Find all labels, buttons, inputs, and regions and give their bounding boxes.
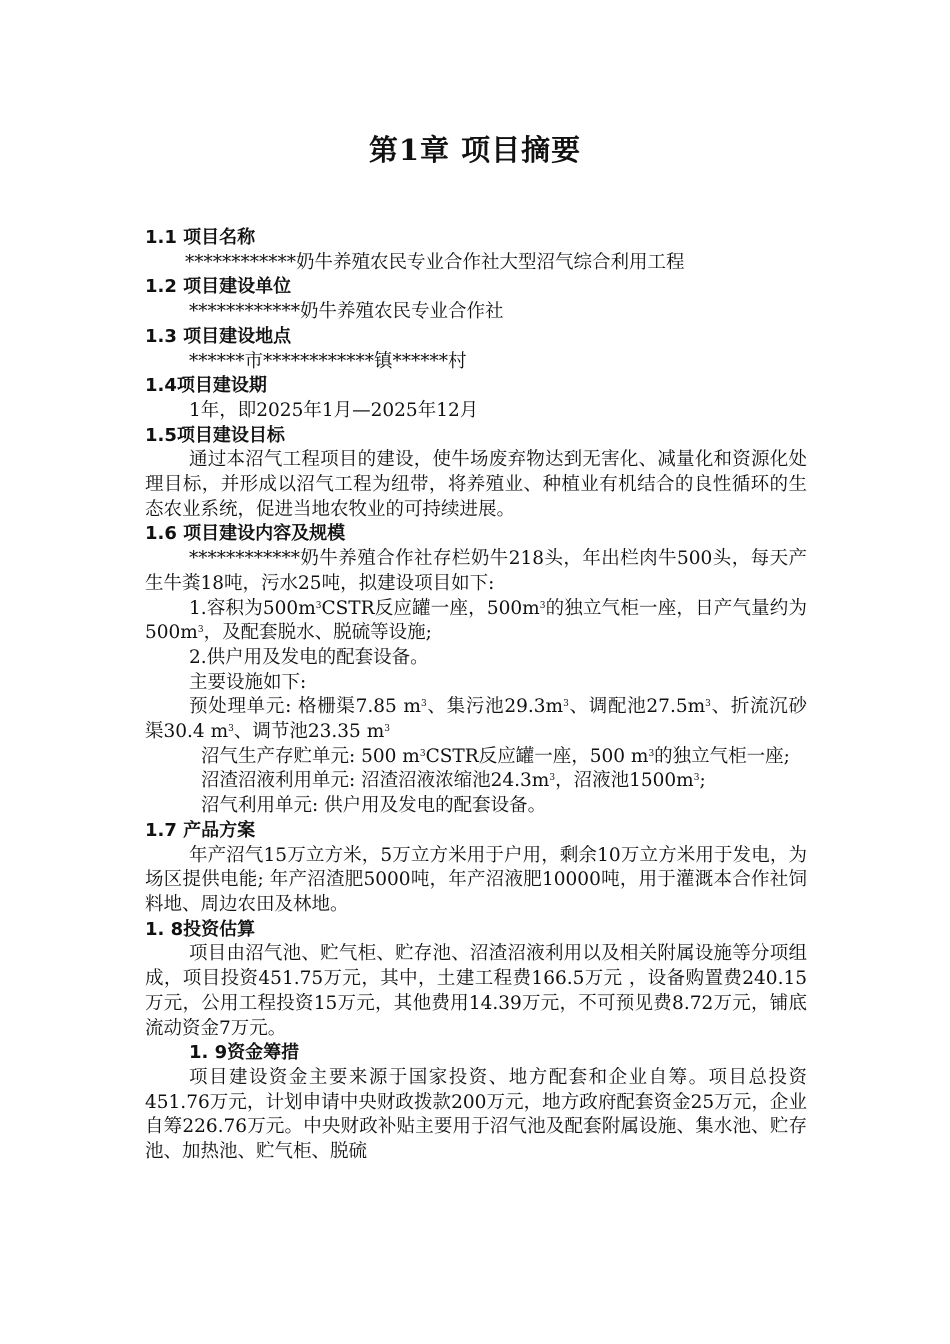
- section-heading-1-4: 1.4项目建设期: [145, 375, 267, 397]
- section-heading-1-8: 1. 8投资估算: [145, 918, 256, 940]
- main-facilities-label: 主要设施如下:: [189, 671, 307, 693]
- construction-item-1: 1.容积为$500m^3CSTR$反应罐一座，$500m^3$的独立气柜一座，日产气量约为$500m^3$，及配套脱水、脱硫等设施;: [145, 597, 807, 644]
- section-intro-1-6: ************奶牛养殖合作社存栏奶牛218头，年出栏肉牛500头，每天产生牛粪18吨，污水25吨，拟建设项目如下:: [145, 548, 807, 594]
- biogas-production-unit: 沼气生产存贮单元: 500 $m^3CSTR$反应罐一座，500 $m^3$的独立气柜一座;: [201, 745, 790, 767]
- section-heading-1-7: 1.7 产品方案: [145, 819, 256, 841]
- section-heading-1-9: 1. 9资金筹措: [189, 1042, 300, 1064]
- section-text-1-7: 年产沼气15万立方米，5万立方米用于户用，剩余10万立方米用于发电，为场区提供电能; 年产沼渣肥5000吨，年产沼液肥10000吨，用于灌溉本合作社饲料地、周边农田及林地。: [145, 844, 807, 915]
- section-heading-1-2: 1.2 项目建设单位: [145, 276, 292, 298]
- document-body: [145, 226, 807, 1165]
- construction-item-2: 2.供户用及发电的配套设备。: [189, 646, 429, 668]
- section-text-1-3: ******市************镇******村: [189, 350, 467, 372]
- section-text-1-2: ************奶牛养殖农民专业合作社: [189, 301, 504, 323]
- section-text-1-4: 1年，即2025年1月—2025年12月: [189, 399, 479, 421]
- section-heading-1-3: 1.3 项目建设地点: [145, 325, 292, 347]
- section-heading-1-5: 1.5项目建设目标: [145, 424, 285, 446]
- section-text-1-9: 项目建设资金主要来源于国家投资、地方配套和企业自筹。项目总投资451.76万元，计划申请中央财政拨款200万元，地方政府配套资金25万元，企业自筹226.76万元。中央财政补贴主要用于沼气池及配套附属设施、集水池、贮存池、加热池、贮气柜、脱硫: [145, 1066, 807, 1163]
- section-text-1-8: 项目由沼气池、贮气柜、贮存池、沼渣沼液利用以及相关附属设施等分项组成，项目投资451.75万元，其中，土建工程费166.5万元 ，设备购置费240.15万元，公用工程投资15万元，其他费用14.39万元，不可预见费8.72万元，铺底流动资金7万元。: [145, 943, 807, 1039]
- section-text-1-1: ************奶牛养殖农民专业合作社大型沼气综合利用工程: [185, 251, 685, 273]
- section-heading-1-1: 1.1 项目名称: [145, 227, 256, 248]
- residue-utilization-unit: 沼渣沼液利用单元: 沼渣沼液浓缩池$24.3m^3$，沼液池$1500m^3$;: [201, 770, 706, 792]
- chapter-title: 第1章 项目摘要: [368, 133, 582, 167]
- biogas-use-unit: 沼气利用单元: 供户用及发电的配套设备。: [201, 795, 547, 817]
- section-text-1-5: 通过本沼气工程项目的建设，使牛场废弃物达到无害化、减量化和资源化处理目标，并形成以沼气工程为纽带，将养殖业、种植业有机结合的良性循环的生态农业系统，促进当地农牧业的可持续进展。: [145, 449, 807, 520]
- pretreatment-unit: 预处理单元: 格栅渠7.85 $m^3$、集污池$29.3m^3$、调配池$27.5m^3$、折流沉砂渠30.4 $m^3$、调节池23.35 $m^3$: [145, 696, 808, 743]
- section-heading-1-6: 1.6 项目建设内容及规模: [145, 523, 346, 545]
